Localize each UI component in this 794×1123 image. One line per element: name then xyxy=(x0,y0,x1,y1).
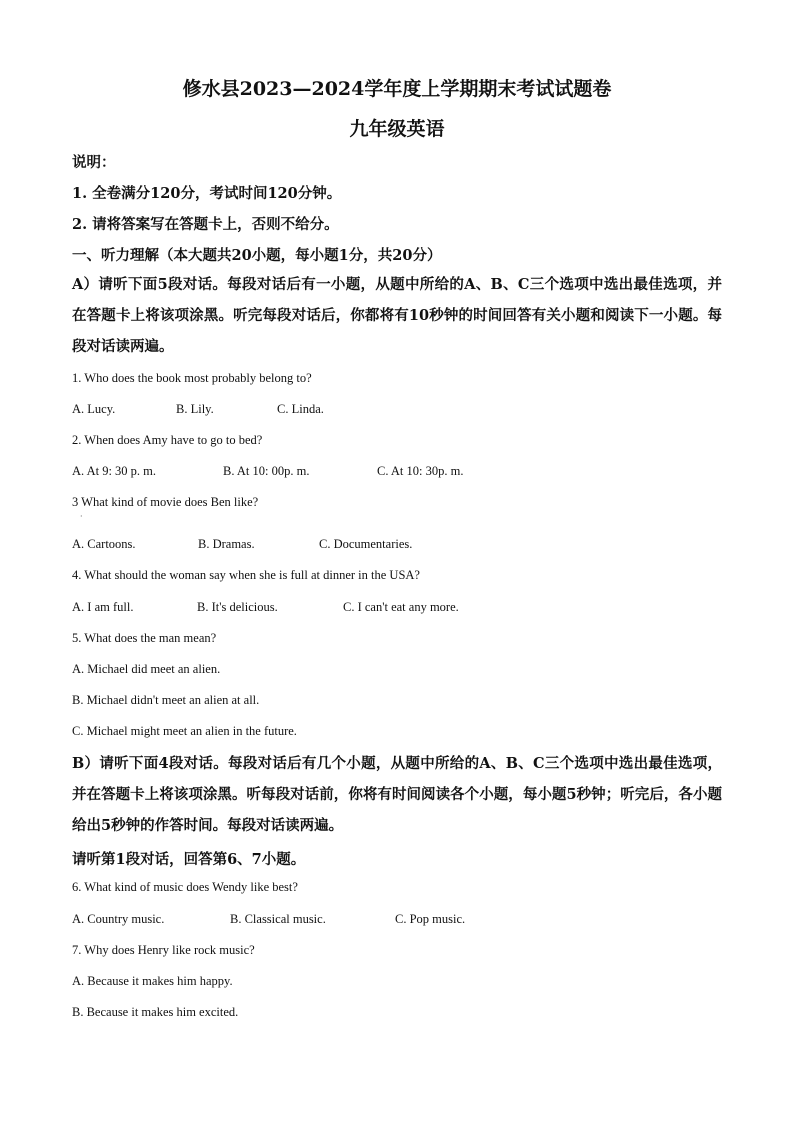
question-text: 6. What kind of music does Wendy like best? xyxy=(72,880,298,894)
question-text: 1. Who does the book most probably belong to? xyxy=(72,371,312,385)
question-options xyxy=(72,537,412,552)
option: A. Cartoons. xyxy=(72,537,136,551)
option: A. Because it makes him happy. xyxy=(72,974,233,988)
instructions-label: 说明： xyxy=(72,154,116,171)
section-heading: 一、听力理解（本大题共20小题，每小题1分，共20分） xyxy=(72,247,442,264)
option: A. Michael did meet an alien. xyxy=(72,662,221,676)
option: C. At 10: 30p. m. xyxy=(377,464,464,478)
question-text: 7. Why does Henry like rock music? xyxy=(72,943,255,957)
option: B. Lily. xyxy=(176,402,214,416)
option: C. Linda. xyxy=(277,402,324,416)
option: A. Lucy. xyxy=(72,402,116,416)
dialogue-instruction: 请听第1段对话，回答第6、7小题。 xyxy=(72,851,306,868)
option: C. Documentaries. xyxy=(319,537,413,551)
part-b-directions: B）请听下面4段对话。每段对话后有几个小题，从题中所给的A、B、C三个选项中选出最佳选项，并在答题卡上将该项涂黑。听每段对话前，你将有时间阅读各个小题，每小题5秒钟；听完后，各小题给出5秒钟的作答时间。每段对话读两遍。 xyxy=(72,755,722,834)
exam-subtitle: 九年级英语 xyxy=(349,118,445,140)
question-text: 5. What does the man mean? xyxy=(72,631,217,645)
option: B. Dramas. xyxy=(198,537,255,551)
option: B. Michael didn't meet an alien at all. xyxy=(72,693,260,707)
option: B. At 10: 00p. m. xyxy=(223,464,310,478)
exam-title: 修水县2023—2024学年度上学期期末考试试题卷 xyxy=(182,78,612,100)
option: C. I can't eat any more. xyxy=(343,600,459,614)
question-options xyxy=(72,600,459,615)
question-text: 4. What should the woman say when she is full at dinner in the USA? xyxy=(72,568,420,582)
instruction-item: 2. 请将答案写在答题卡上，否则不给分。 xyxy=(72,216,339,233)
question-options xyxy=(72,402,324,417)
option: C. Michael might meet an alien in the future. xyxy=(72,724,297,738)
part-a-directions: A）请听下面5段对话。每段对话后有一小题，从题中所给的A、B、C三个选项中选出最佳选项，并在答题卡上将该项涂黑。听完每段对话后，你都将有10秒钟的时间回答有关小题和阅读下一小题。每段对话读两遍。 xyxy=(72,276,722,355)
option: A. At 9: 30 p. m. xyxy=(72,464,157,478)
question-text: 2. When does Amy have to go to bed? xyxy=(72,433,263,447)
option: B. Classical music. xyxy=(230,912,326,926)
question-options xyxy=(72,464,463,479)
option: A. I am full. xyxy=(72,600,134,614)
stray-mark: · xyxy=(80,512,83,521)
question-options xyxy=(72,912,465,927)
option: C. Pop music. xyxy=(395,912,466,926)
option: B. It's delicious. xyxy=(197,600,278,614)
question-text: 3 What kind of movie does Ben like? xyxy=(72,495,259,509)
option: A. Country music. xyxy=(72,912,165,926)
instruction-item: 1. 全卷满分120分，考试时间120分钟。 xyxy=(72,185,342,202)
option: B. Because it makes him excited. xyxy=(72,1005,239,1019)
